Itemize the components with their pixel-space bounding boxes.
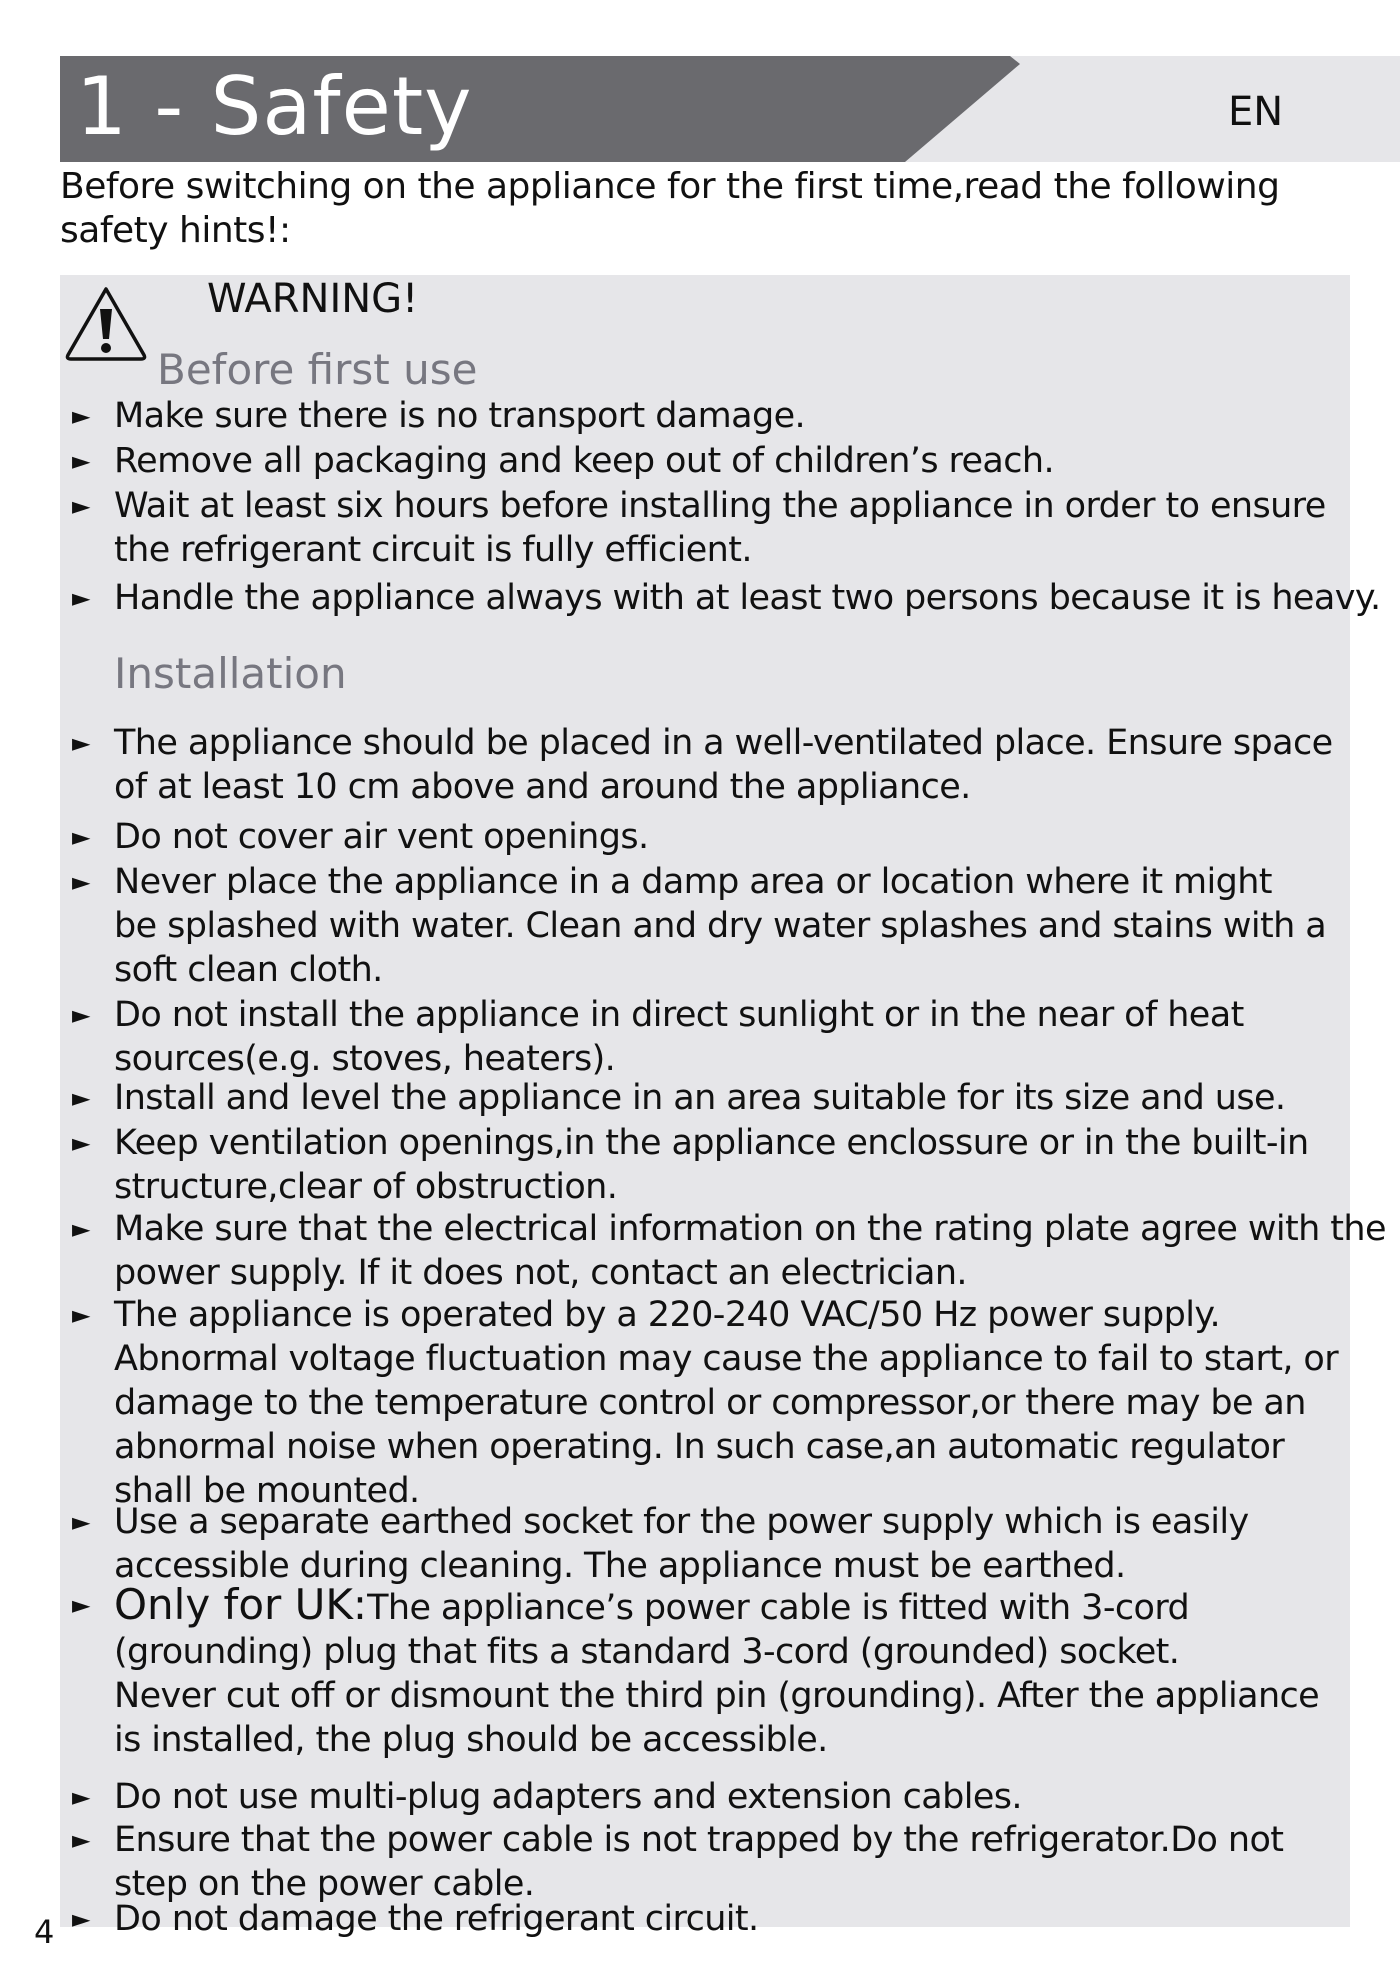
page-title: 1 - Safety [76,60,473,153]
list-item-line: Use a separate earthed socket for the power supply which is easily [114,1502,1249,1542]
list-item-line: (grounding) plug that fits a standard 3-cord (grounded) socket. [114,1632,1180,1672]
list-item [72,439,1354,483]
list-item [72,1580,1354,1762]
list-item-line: The appliance should be placed in a well-ventilated place. Ensure space [114,723,1333,763]
list-item-line: structure,clear of obstruction. [114,1167,618,1207]
bullet-arrow-icon: ► [72,1301,90,1329]
emphasis-label: Only for UK: [114,1580,368,1629]
list-item-line: Ensure that the power cable is not trapped by the refrigerator.Do not [114,1820,1284,1860]
section-heading-installation: Installation [114,649,347,698]
list-item-line: accessible during cleaning. The appliance must be earthed. [114,1546,1126,1586]
list-item [72,1207,1386,1295]
page-number: 4 [34,1913,55,1951]
list-item [72,1818,1354,1906]
list-item-line: power supply. If it does not, contact an electrician. [114,1253,967,1293]
bullet-arrow-icon: ► [72,447,90,475]
language-code: EN [1228,89,1284,135]
list-item [72,484,1354,572]
bullet-arrow-icon: ► [72,584,90,612]
warning-label: WARNING! [207,276,419,322]
list-item-line: Never place the appliance in a damp area or location where it might [114,862,1272,902]
bullet-arrow-icon: ► [72,1783,90,1811]
bullet-arrow-icon: ► [72,402,90,430]
list-item-line: Remove all packaging and keep out of children’s reach. [114,441,1055,481]
bullet-arrow-icon: ► [72,729,90,757]
list-item [72,394,1354,438]
bullet-arrow-icon: ► [72,1508,90,1536]
list-item [72,1775,1354,1819]
list-item-line: Only for UK:The appliance’s power cable is fitted with 3-cord [114,1580,1190,1629]
bullet-arrow-icon: ► [72,823,90,851]
list-item [72,815,1354,859]
list-item-line: Make sure that the electrical information on the rating plate agree with the [114,1209,1386,1249]
bullet-arrow-icon: ► [72,1826,90,1854]
list-item-line: abnormal noise when operating. In such case,an automatic regulator [114,1427,1285,1467]
list-item-line: Do not cover air vent openings. [114,817,649,857]
list-item-line: of at least 10 cm above and around the appliance. [114,767,971,807]
list-item-line: sources(e.g. stoves, heaters). [114,1039,616,1079]
list-item [72,993,1354,1081]
list-item-line: Do not damage the refrigerant circuit. [114,1899,759,1939]
list-item [72,1897,1354,1941]
list-item [72,860,1354,992]
bullet-arrow-icon: ► [72,1215,90,1243]
intro-text: Before switching on the appliance for the first time,read the following safety hints!: [60,166,1280,251]
list-item-line: shall be mounted. [114,1471,420,1511]
list-item [72,576,1381,620]
bullet-arrow-icon: ► [72,1129,90,1157]
warning-triangle-icon [64,283,148,363]
list-item-line: The appliance is operated by a 220-240 VAC/50 Hz power supply. [114,1295,1221,1335]
list-item-line: is installed, the plug should be accessible. [114,1720,828,1760]
list-item-line: Handle the appliance always with at least two persons because it is heavy. [114,578,1381,618]
bullet-arrow-icon: ► [72,1084,90,1112]
list-item-line: Never cut off or dismount the third pin (grounding). After the appliance [114,1676,1320,1716]
bullet-arrow-icon: ► [72,1905,90,1933]
list-item-line: be splashed with water. Clean and dry water splashes and stains with a [114,906,1327,946]
list-item-line: Keep ventilation openings,in the appliance enclossure or in the built-in [114,1123,1309,1163]
list-item-line: Make sure there is no transport damage. [114,396,806,436]
list-item-line: the refrigerant circuit is fully efficient. [114,530,752,570]
list-item-line: step on the power cable. [114,1864,535,1904]
list-item-line: Do not install the appliance in direct sunlight or in the near of heat [114,995,1244,1035]
bullet-arrow-icon: ► [72,1591,90,1619]
bullet-arrow-icon: ► [72,492,90,520]
list-item-line: soft clean cloth. [114,950,383,990]
bullet-arrow-icon: ► [72,868,90,896]
list-item-line: damage to the temperature control or compressor,or there may be an [114,1383,1306,1423]
list-item [72,1121,1354,1209]
list-item-line: Do not use multi-plug adapters and extension cables. [114,1777,1022,1817]
list-item-line: Install and level the appliance in an area suitable for its size and use. [114,1078,1286,1118]
list-item [72,1293,1354,1513]
list-item [72,721,1354,809]
bullet-arrow-icon: ► [72,1001,90,1029]
section-heading-before-first-use: Before first use [157,345,478,394]
list-item-line: Wait at least six hours before installing the appliance in order to ensure [114,486,1326,526]
list-item [72,1500,1354,1588]
list-item-line: Abnormal voltage fluctuation may cause the appliance to fail to start, or [114,1339,1339,1379]
list-item [72,1076,1354,1120]
